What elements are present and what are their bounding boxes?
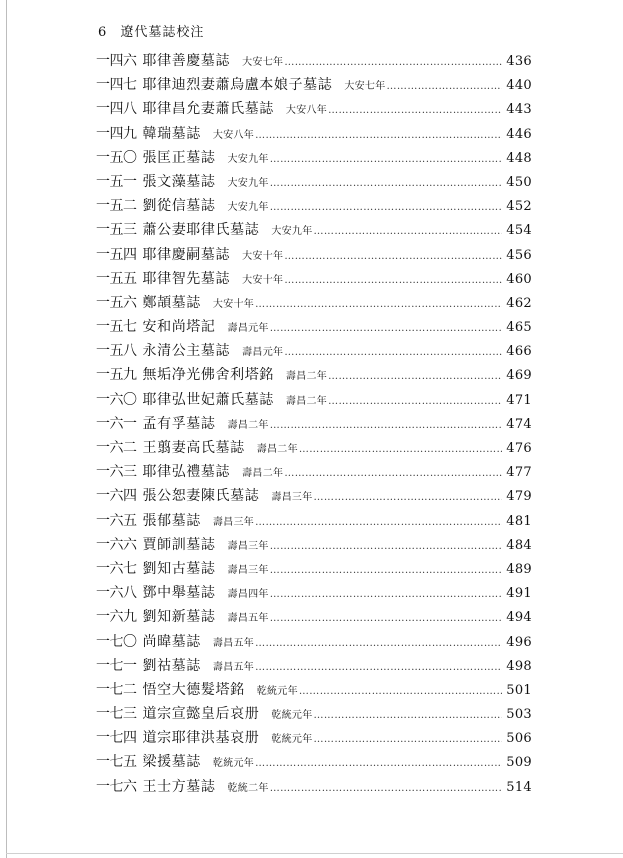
dot-leader: [270, 541, 503, 552]
dot-leader: [270, 420, 503, 431]
entry-page-number: 481: [506, 513, 532, 529]
toc-entry[interactable]: [96, 655, 532, 679]
entry-page-number: 462: [506, 295, 532, 311]
dot-leader: [270, 202, 503, 213]
entry-page-number: 514: [506, 779, 532, 795]
entry-number: 一七二: [96, 681, 137, 698]
entry-page-number: 436: [506, 54, 532, 69]
dot-leader: [270, 783, 503, 794]
entry-date: 乾統元年: [271, 710, 313, 722]
entry-number: 一七四: [96, 730, 137, 747]
entry-title: 賈師訓墓誌: [142, 536, 216, 553]
entry-page-number: 474: [506, 416, 532, 432]
toc-entry[interactable]: [96, 171, 532, 195]
entry-number: 一七〇: [96, 633, 137, 650]
entry-page-number: 501: [506, 682, 532, 698]
entry-title: 耶律昌允妻蕭氏墓誌: [142, 101, 274, 118]
entry-number: 一五五: [96, 270, 137, 287]
entry-page-number: 484: [506, 537, 532, 553]
entry-date: 大安十年: [242, 274, 284, 286]
toc-entry[interactable]: [96, 219, 532, 243]
entry-number: 一四八: [96, 101, 137, 118]
entry-date: 大安八年: [212, 129, 255, 141]
dot-leader: [314, 710, 503, 721]
entry-page-number: 494: [506, 610, 532, 626]
entry-number: 一四七: [96, 77, 137, 94]
entry-title: 耶律慶嗣墓誌: [142, 246, 231, 263]
entry-date: 壽昌二年: [285, 395, 328, 407]
entry-title: 劉祜墓誌: [142, 657, 201, 674]
entry-title: 梁援墓誌: [142, 754, 201, 771]
entry-page-number: 454: [506, 223, 532, 239]
entry-date: 壽昌三年: [212, 516, 255, 528]
entry-number: 一五三: [96, 222, 137, 239]
entry-number: 一五一: [96, 173, 137, 190]
toc-entry[interactable]: [96, 389, 532, 413]
entry-date: 壽昌二年: [242, 468, 284, 480]
entry-number: 一五八: [96, 343, 137, 360]
entry-date: 乾統二年: [227, 782, 269, 794]
entry-date: 壽昌元年: [242, 347, 284, 359]
toc-entry[interactable]: [96, 98, 532, 122]
header-page-number: 6: [98, 25, 108, 40]
entry-page-number: 469: [506, 368, 532, 384]
entry-date: 乾統元年: [256, 685, 298, 697]
entry-page-number: 456: [506, 247, 532, 263]
entry-title: 張郁墓誌: [142, 512, 201, 529]
entry-title: 劉知古墓誌: [142, 560, 216, 577]
entry-page-number: 471: [506, 392, 532, 408]
header-book-title: 遼代墓誌校注: [120, 25, 205, 40]
dot-leader: [270, 589, 503, 600]
entry-title: 王士方墓誌: [142, 778, 216, 795]
entry-date: 壽昌二年: [227, 419, 269, 431]
dot-leader: [255, 130, 502, 141]
entry-page-number: 452: [506, 199, 532, 215]
entry-date: 壽昌五年: [227, 613, 269, 625]
toc-entry[interactable]: [96, 74, 532, 98]
toc-entry[interactable]: [96, 776, 532, 800]
entry-number: 一六一: [96, 415, 137, 432]
entry-title: 耶律弘世妃蕭氏墓誌: [142, 391, 274, 408]
entry-page-number: 496: [506, 634, 532, 650]
entry-date: 壽昌五年: [212, 637, 255, 649]
toc-entry[interactable]: [96, 195, 532, 219]
entry-number: 一四九: [96, 125, 137, 142]
entry-date: 壽昌三年: [227, 540, 269, 552]
toc-entry[interactable]: [96, 751, 532, 775]
entry-page-number: 440: [506, 78, 532, 94]
entry-date: 壽昌五年: [212, 661, 255, 673]
toc-entry[interactable]: [96, 244, 532, 268]
entry-title: 道宗耶律洪基哀册: [142, 730, 260, 747]
entry-page-number: 498: [506, 658, 532, 674]
toc-entry[interactable]: [96, 727, 532, 751]
toc-entry[interactable]: [96, 316, 532, 340]
entry-page-number: 465: [506, 320, 532, 336]
dot-leader: [284, 251, 502, 262]
entry-date: 大安八年: [285, 105, 328, 117]
dot-leader: [255, 758, 502, 769]
entry-number: 一五九: [96, 367, 137, 384]
toc-entry[interactable]: [96, 510, 532, 534]
toc-entry[interactable]: [96, 292, 532, 316]
dot-leader: [270, 178, 503, 189]
entry-number: 一六六: [96, 536, 137, 553]
toc-entry[interactable]: [96, 268, 532, 292]
dot-leader: [270, 565, 503, 576]
entry-page-number: 448: [506, 150, 532, 166]
entry-number: 一七五: [96, 754, 137, 771]
entry-title: 耶律弘禮墓誌: [142, 464, 231, 481]
entry-page-number: 476: [506, 441, 532, 456]
entry-title: 耶律智先墓誌: [142, 270, 231, 287]
toc-entry[interactable]: [96, 558, 532, 582]
entry-number: 一六五: [96, 512, 137, 529]
dot-leader: [270, 323, 503, 334]
dot-leader: [255, 662, 502, 673]
dot-leader: [255, 638, 502, 649]
entry-date: 大安十年: [212, 298, 255, 310]
toc-entry[interactable]: [96, 631, 532, 655]
dot-leader: [255, 299, 502, 310]
entry-number: 一五二: [96, 198, 137, 215]
entry-number: 一六八: [96, 585, 137, 602]
entry-date: 乾統元年: [271, 734, 313, 746]
toc-entry[interactable]: [96, 413, 532, 437]
entry-page-number: 489: [506, 561, 532, 577]
entry-date: 大安九年: [227, 202, 269, 214]
entry-date: 壽昌二年: [256, 444, 298, 455]
toc-entry[interactable]: [96, 606, 532, 630]
entry-title: 鄭頡墓誌: [142, 294, 201, 311]
toc-entry[interactable]: [96, 123, 532, 147]
toc-entry[interactable]: [96, 485, 532, 509]
entry-number: 一七三: [96, 706, 137, 723]
toc-entry[interactable]: [96, 582, 532, 606]
toc-entry[interactable]: [96, 679, 532, 703]
entry-title: 劉從信墓誌: [142, 198, 216, 215]
toc-entry[interactable]: [96, 703, 532, 727]
entry-title: 耶律善慶墓誌: [142, 53, 231, 69]
entry-page-number: 491: [506, 586, 532, 602]
entry-page-number: 509: [506, 755, 532, 771]
entry-number: 一五七: [96, 319, 137, 336]
page-edge-left: [6, 0, 7, 858]
entry-page-number: 450: [506, 174, 532, 190]
entry-date: 大安七年: [242, 57, 284, 68]
dot-leader: [284, 275, 502, 286]
entry-number: 一四六: [96, 53, 137, 69]
entry-page-number: 466: [506, 344, 532, 360]
entry-title: 王翦妻高氏墓誌: [142, 440, 245, 456]
entry-date: 大安七年: [344, 81, 386, 93]
entry-number: 一七一: [96, 657, 137, 674]
dot-leader: [284, 347, 502, 358]
entry-number: 一六二: [96, 440, 137, 456]
toc-entry[interactable]: [96, 147, 532, 171]
dot-leader: [328, 371, 502, 382]
entry-date: 壽昌元年: [227, 323, 269, 335]
entry-title: 蕭公妻耶律氏墓誌: [142, 222, 260, 239]
dot-leader: [255, 517, 502, 528]
dot-leader: [387, 81, 503, 92]
toc-entry[interactable]: [96, 461, 532, 485]
dot-leader: [299, 686, 502, 697]
entry-page-number: 443: [506, 102, 532, 118]
entry-number: 一五四: [96, 246, 137, 263]
entry-title: 尚暐墓誌: [142, 633, 201, 650]
entry-date: 壽昌三年: [271, 492, 313, 504]
toc-entry[interactable]: [96, 50, 532, 74]
entry-date: 壽昌四年: [227, 589, 269, 601]
entry-title: 張文藻墓誌: [142, 173, 216, 190]
entry-date: 大安十年: [242, 250, 284, 262]
entry-title: 無垢净光佛舍利塔銘: [142, 367, 274, 384]
toc-entry[interactable]: [96, 437, 532, 461]
entry-number: 一六四: [96, 488, 137, 505]
dot-leader: [314, 492, 503, 503]
entry-title: 張公恕妻陳氏墓誌: [142, 488, 260, 505]
toc-entry[interactable]: [96, 534, 532, 558]
entry-number: 一五六: [96, 294, 137, 311]
dot-leader: [284, 468, 502, 479]
entry-number: 一六七: [96, 560, 137, 577]
entry-date: 乾統元年: [212, 758, 255, 770]
entry-page-number: 503: [506, 707, 532, 723]
entry-number: 一七六: [96, 778, 137, 795]
entry-date: 壽昌二年: [285, 371, 328, 383]
page-edge-bottom: [6, 853, 623, 854]
running-header: [98, 21, 204, 40]
entry-title: 耶律迪烈妻蕭烏盧本娘子墓誌: [142, 77, 333, 94]
entry-title: 孟有孚墓誌: [142, 415, 216, 432]
dot-leader: [314, 226, 503, 237]
entry-number: 一六三: [96, 464, 137, 481]
entry-date: 大安九年: [227, 177, 269, 189]
entry-title: 悟空大德髮塔銘: [142, 681, 245, 698]
entry-page-number: 479: [506, 489, 532, 505]
entry-date: 大安九年: [227, 153, 269, 165]
dot-leader: [328, 396, 502, 407]
dot-leader: [270, 154, 503, 165]
entry-title: 韓瑞墓誌: [142, 125, 201, 142]
entry-title: 鄧中舉墓誌: [142, 585, 216, 602]
entry-date: 壽昌三年: [227, 564, 269, 576]
entry-date: 大安九年: [271, 226, 313, 238]
entry-number: 一五〇: [96, 149, 137, 166]
entry-number: 一六九: [96, 609, 137, 626]
entry-title: 安和尚塔記: [142, 319, 216, 336]
dot-leader: [284, 57, 502, 68]
dot-leader: [314, 734, 503, 745]
toc-entry[interactable]: [96, 340, 532, 364]
entry-title: 永清公主墓誌: [142, 343, 231, 360]
entry-title: 張匡正墓誌: [142, 149, 216, 166]
dot-leader: [299, 444, 502, 455]
entry-number: 一六〇: [96, 391, 137, 408]
toc-entry[interactable]: [96, 364, 532, 388]
entry-page-number: 446: [506, 126, 532, 142]
entry-page-number: 460: [506, 271, 532, 287]
dot-leader: [270, 613, 503, 624]
dot-leader: [328, 105, 502, 116]
entry-title: 劉知新墓誌: [142, 609, 216, 626]
entry-page-number: 477: [506, 465, 532, 481]
entry-title: 道宗宣懿皇后哀册: [142, 706, 260, 723]
entry-page-number: 506: [506, 731, 532, 747]
table-of-contents: [96, 50, 532, 800]
